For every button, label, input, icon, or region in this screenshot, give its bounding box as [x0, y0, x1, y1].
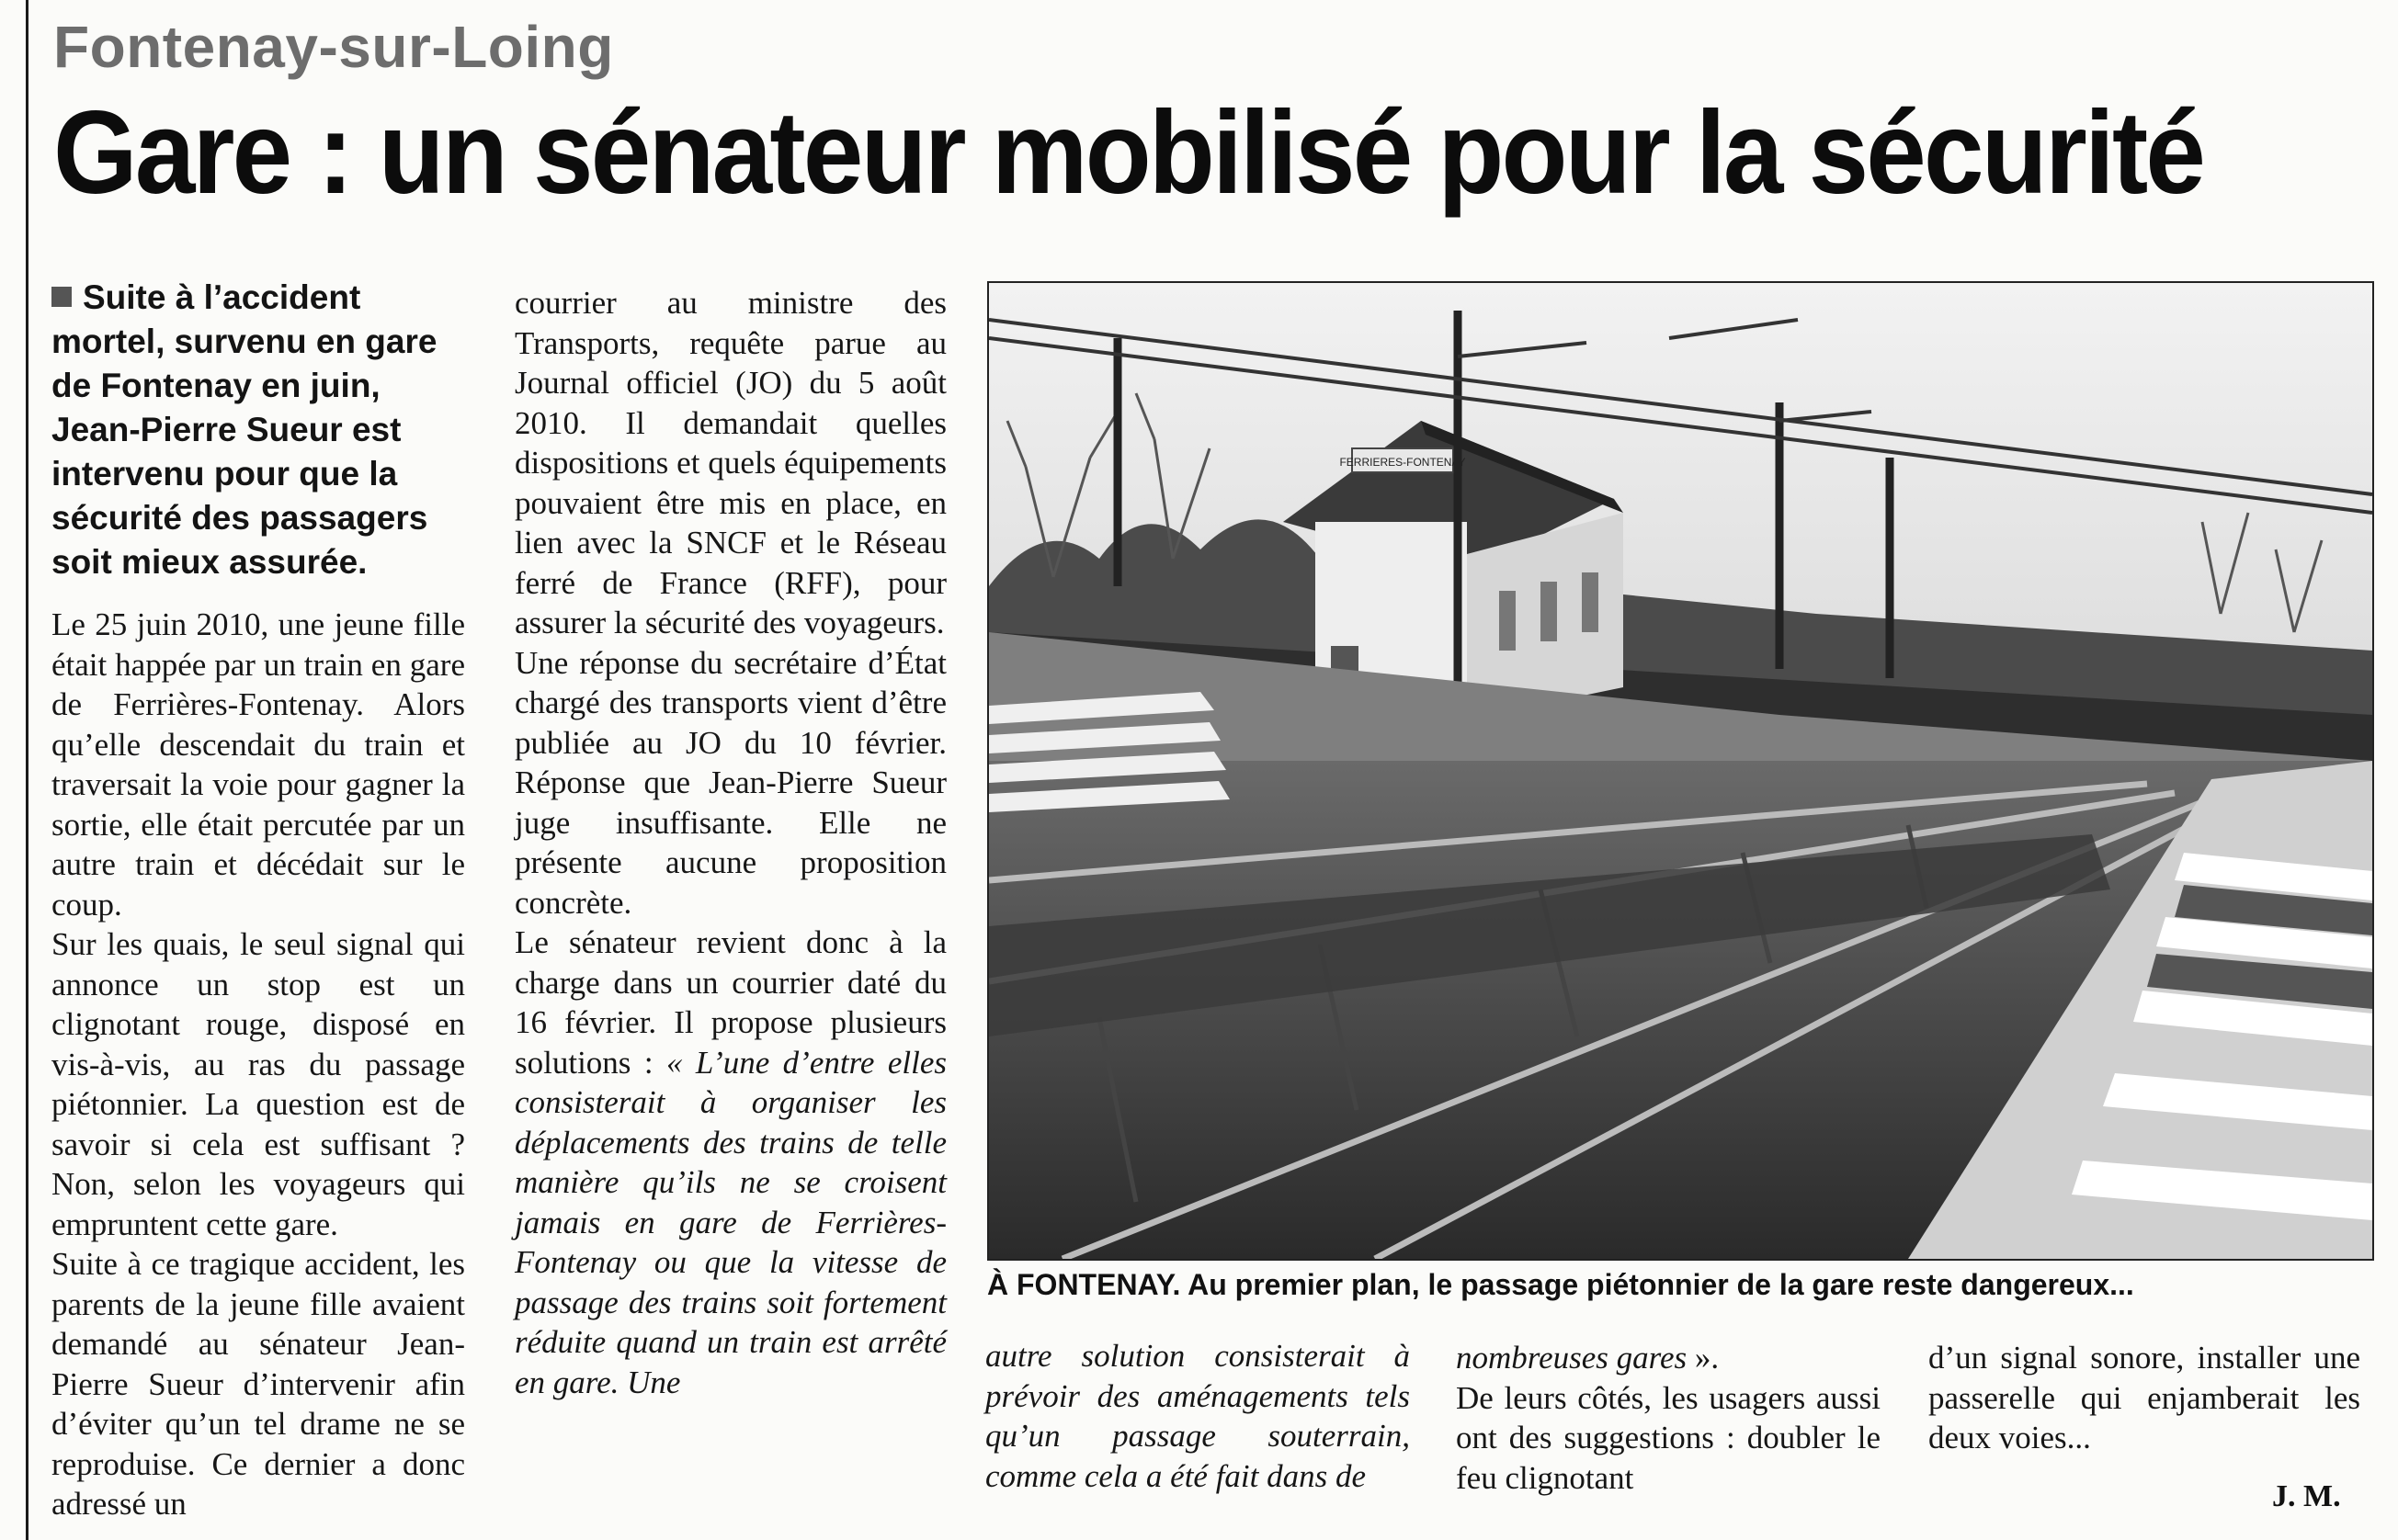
column-4 [1456, 1338, 1881, 1498]
rubric-location: Fontenay-sur-Loing [53, 14, 614, 80]
headline: Gare : un sénateur mobilisé pour la sécurité [53, 87, 2204, 219]
column-2 [515, 283, 947, 1402]
photo-caption: À FONTENAY. Au premier plan, le passage piétonnier de la gare reste dangereux... [987, 1268, 2134, 1301]
author-signature: J. M. [2272, 1479, 2341, 1513]
column-3 [985, 1336, 1410, 1496]
col2-quote: « L’une d’entre elles consisterait à organiser les déplacements des trains de telle manière qu’ils ne se croisent jamais en gare de Ferrières-Fontenay ou que la vitesse de passage des trains soit fortement réduite quand un train est arrêté en gare. Une [515, 1044, 948, 1400]
col2-paragraph-3-text: Le sénateur revient donc à la charge dans un courrier daté du 16 février. Il propose plusieurs solutions : [515, 924, 947, 1081]
lead-paragraph [51, 276, 465, 584]
col5-paragraph-1: d’un signal sonore, installer une passerelle qui enjamberait les deux voies... [1928, 1340, 2360, 1455]
square-bullet-icon [51, 287, 72, 307]
station-sign-text: FERRIERES-FONTENAY [1339, 456, 1466, 469]
col1-paragraph-1: Le 25 juin 2010, une jeune fille était happée par un train en gare de Ferrières-Fontenay. Alors qu’elle descendait du train et traversait la voie pour gagner la sortie, elle était percutée par un autre train et décédait sur le coup. [51, 606, 465, 923]
col2-paragraph-2: Une réponse du secrétaire d’État chargé des transports vient d’être publiée au JO du 10 février. Réponse que Jean-Pierre Sueur juge insuffisante. Elle ne présente aucune proposition concrète. [515, 644, 947, 921]
col1-paragraph-2: Sur les quais, le seul signal qui annonce un stop est un clignotant rouge, disposé en vis-à-vis, au ras du passage piétonnier. La question est de savoir si cela est suffisant ? Non, selon les voyageurs qui empruntent cette gare. [51, 926, 465, 1242]
col4-quote-end: ». [1687, 1340, 1720, 1376]
col2-paragraph-3 [515, 923, 947, 1402]
col1-paragraph-3: Suite à ce tragique accident, les parents de la jeune fille avaient demandé au sénateur Jean-Pierre Sueur d’intervenir afin d’éviter qu’un tel drame ne se reproduise. Ce dernier a donc adressé un [51, 1246, 465, 1522]
col4-quote: nombreuses gares [1456, 1340, 1688, 1376]
col4-paragraph-1 [1456, 1338, 1881, 1378]
col2-paragraph-1: courrier au ministre des Transports, requête parue au Journal officiel (JO) du 5 août 2010. Il demandait quelles dispositions et quels équipements pouvaient être mis en place, en lien avec la SNCF et le Réseau ferré de France (RFF), pour assurer la sécurité des voyageurs. [515, 285, 947, 640]
station-photo [987, 281, 2374, 1261]
column-rule [26, 0, 28, 1540]
col3-quote: autre solution consisterait à prévoir des aménagements tels qu’un passage souterrain, comme cela a été fait dans de [985, 1338, 1410, 1494]
column-1 [51, 276, 465, 1524]
col4-paragraph-2: De leurs côtés, les usagers aussi ont des suggestions : doubler le feu clignotant [1456, 1379, 1881, 1496]
lead-text: Suite à l’accident mortel, survenu en gare de Fontenay en juin, Jean-Pierre Sueur est intervenu pour que la sécurité des passagers soit mieux assurée. [51, 278, 438, 581]
column-5 [1928, 1338, 2360, 1458]
